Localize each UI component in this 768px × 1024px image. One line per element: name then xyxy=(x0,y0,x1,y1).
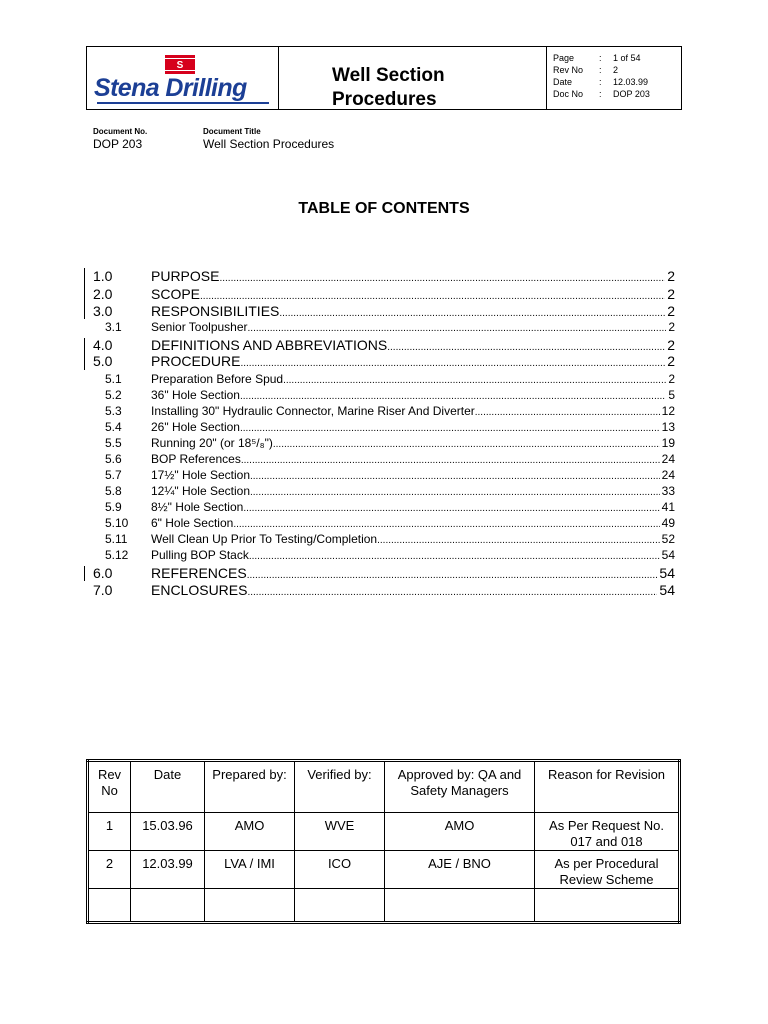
cell-approved-by: AMO xyxy=(385,813,535,851)
cell-approved-by: AJE / BNO xyxy=(385,851,535,889)
cell-reason: As Per Request No. 017 and 018 xyxy=(535,813,680,851)
revision-row xyxy=(88,813,680,851)
cell-rev-no: 1 xyxy=(88,813,131,851)
toc-subentry[interactable]: 5.3 Installing 30" Hydraulic Connector, Marine Riser And Diverter ..... 12 xyxy=(88,404,675,418)
toc-subentry[interactable]: 5.10 6" Hole Section ..... 49 xyxy=(88,516,675,530)
meta-page: Page : 1 of 54 xyxy=(553,53,641,63)
toc-heading: TABLE OF CONTENTS xyxy=(298,200,470,217)
meta-rev-no: Rev No : 2 xyxy=(553,65,619,75)
document-title-label: Document Title xyxy=(203,127,261,136)
cell-rev-no: 2 xyxy=(88,851,131,889)
toc-subentry[interactable]: 5.2 36" Hole Section ..... 5 xyxy=(88,388,675,402)
toc-subentry[interactable]: 5.5 Running 20" (or 18⁵/₈") ..... 19 xyxy=(88,436,675,450)
revision-row-empty xyxy=(88,889,680,923)
title-cell xyxy=(279,47,547,109)
logo-cell xyxy=(87,47,279,109)
toc-entry[interactable]: 4.0 DEFINITIONS AND ABBREVIATIONS ..... 2 xyxy=(88,337,675,353)
cell-date: 15.03.96 xyxy=(131,813,205,851)
cell-rev-no xyxy=(88,889,131,923)
toc-subentry[interactable]: 5.12 Pulling BOP Stack ..... 54 xyxy=(88,548,675,562)
toc-subentry[interactable]: 5.4 26" Hole Section ..... 13 xyxy=(88,420,675,434)
cell-prepared-by xyxy=(205,889,295,923)
header-date: Date xyxy=(131,761,205,813)
revision-table xyxy=(86,759,681,924)
document-title-value: Well Section Procedures xyxy=(203,137,335,151)
meta-date: Date : 12.03.99 xyxy=(553,77,649,87)
toc-subentry[interactable]: 5.7 17½" Hole Section ..... 24 xyxy=(88,468,675,482)
flag-letter: S xyxy=(176,60,184,71)
cell-date: 12.03.99 xyxy=(131,851,205,889)
cell-prepared-by: AMO xyxy=(205,813,295,851)
toc-entry[interactable]: 3.0 RESPONSIBILITIES ..... 2 xyxy=(88,303,675,319)
change-bar xyxy=(84,566,85,581)
title-line-2: Procedures xyxy=(332,89,437,110)
cell-verified-by: WVE xyxy=(295,813,385,851)
toc-entry[interactable]: 7.0 ENCLOSURES ..... 54 xyxy=(88,582,675,598)
document-header xyxy=(86,46,682,110)
cell-reason: As per Procedural Review Scheme xyxy=(535,851,680,889)
company-logo-text: Stena Drilling xyxy=(94,74,247,102)
meta-doc-no: Doc No : DOP 203 xyxy=(553,89,650,99)
cell-verified-by: ICO xyxy=(295,851,385,889)
toc-entry[interactable]: 1.0 PURPOSE ..... 2 xyxy=(88,268,675,284)
header-prepared-by: Prepared by: xyxy=(205,761,295,813)
toc-subentry[interactable]: 5.8 12¼" Hole Section ..... 33 xyxy=(88,484,675,498)
revision-row xyxy=(88,851,680,889)
stena-flag-icon xyxy=(165,55,195,74)
toc-subentry[interactable]: 5.11 Well Clean Up Prior To Testing/Completion ..... 52 xyxy=(88,532,675,546)
toc-subentry[interactable]: 5.9 8½" Hole Section ..... 41 xyxy=(88,500,675,514)
cell-date xyxy=(131,889,205,923)
toc-entry[interactable]: 5.0 PROCEDURE ..... 2 xyxy=(88,353,675,369)
header-rev-no: Rev No xyxy=(88,761,131,813)
change-bar xyxy=(84,268,85,319)
document-title xyxy=(332,64,445,112)
toc-entry[interactable]: 6.0 REFERENCES ..... 54 xyxy=(88,565,675,581)
title-line-1: Well Section xyxy=(332,65,445,86)
cell-reason xyxy=(535,889,680,923)
logo-underline xyxy=(97,102,269,104)
document-number-label: Document No. xyxy=(93,127,148,136)
header-reason: Reason for Revision xyxy=(535,761,680,813)
header-verified-by: Verified by: xyxy=(295,761,385,813)
toc-entry[interactable]: 2.0 SCOPE ..... 2 xyxy=(88,286,675,302)
cell-prepared-by: LVA / IMI xyxy=(205,851,295,889)
toc-subentry[interactable]: 3.1 Senior Toolpusher ..... 2 xyxy=(88,320,675,334)
revision-header-row xyxy=(88,761,680,813)
toc-subentry[interactable]: 5.6 BOP References ..... 24 xyxy=(88,452,675,466)
meta-cell xyxy=(547,47,681,109)
document-number-value: DOP 203 xyxy=(93,137,143,151)
header-approved-by: Approved by: QA and Safety Managers xyxy=(385,761,535,813)
change-bar xyxy=(84,338,85,370)
toc-subentry[interactable]: 5.1 Preparation Before Spud ..... 2 xyxy=(88,372,675,386)
cell-verified-by xyxy=(295,889,385,923)
cell-approved-by xyxy=(385,889,535,923)
